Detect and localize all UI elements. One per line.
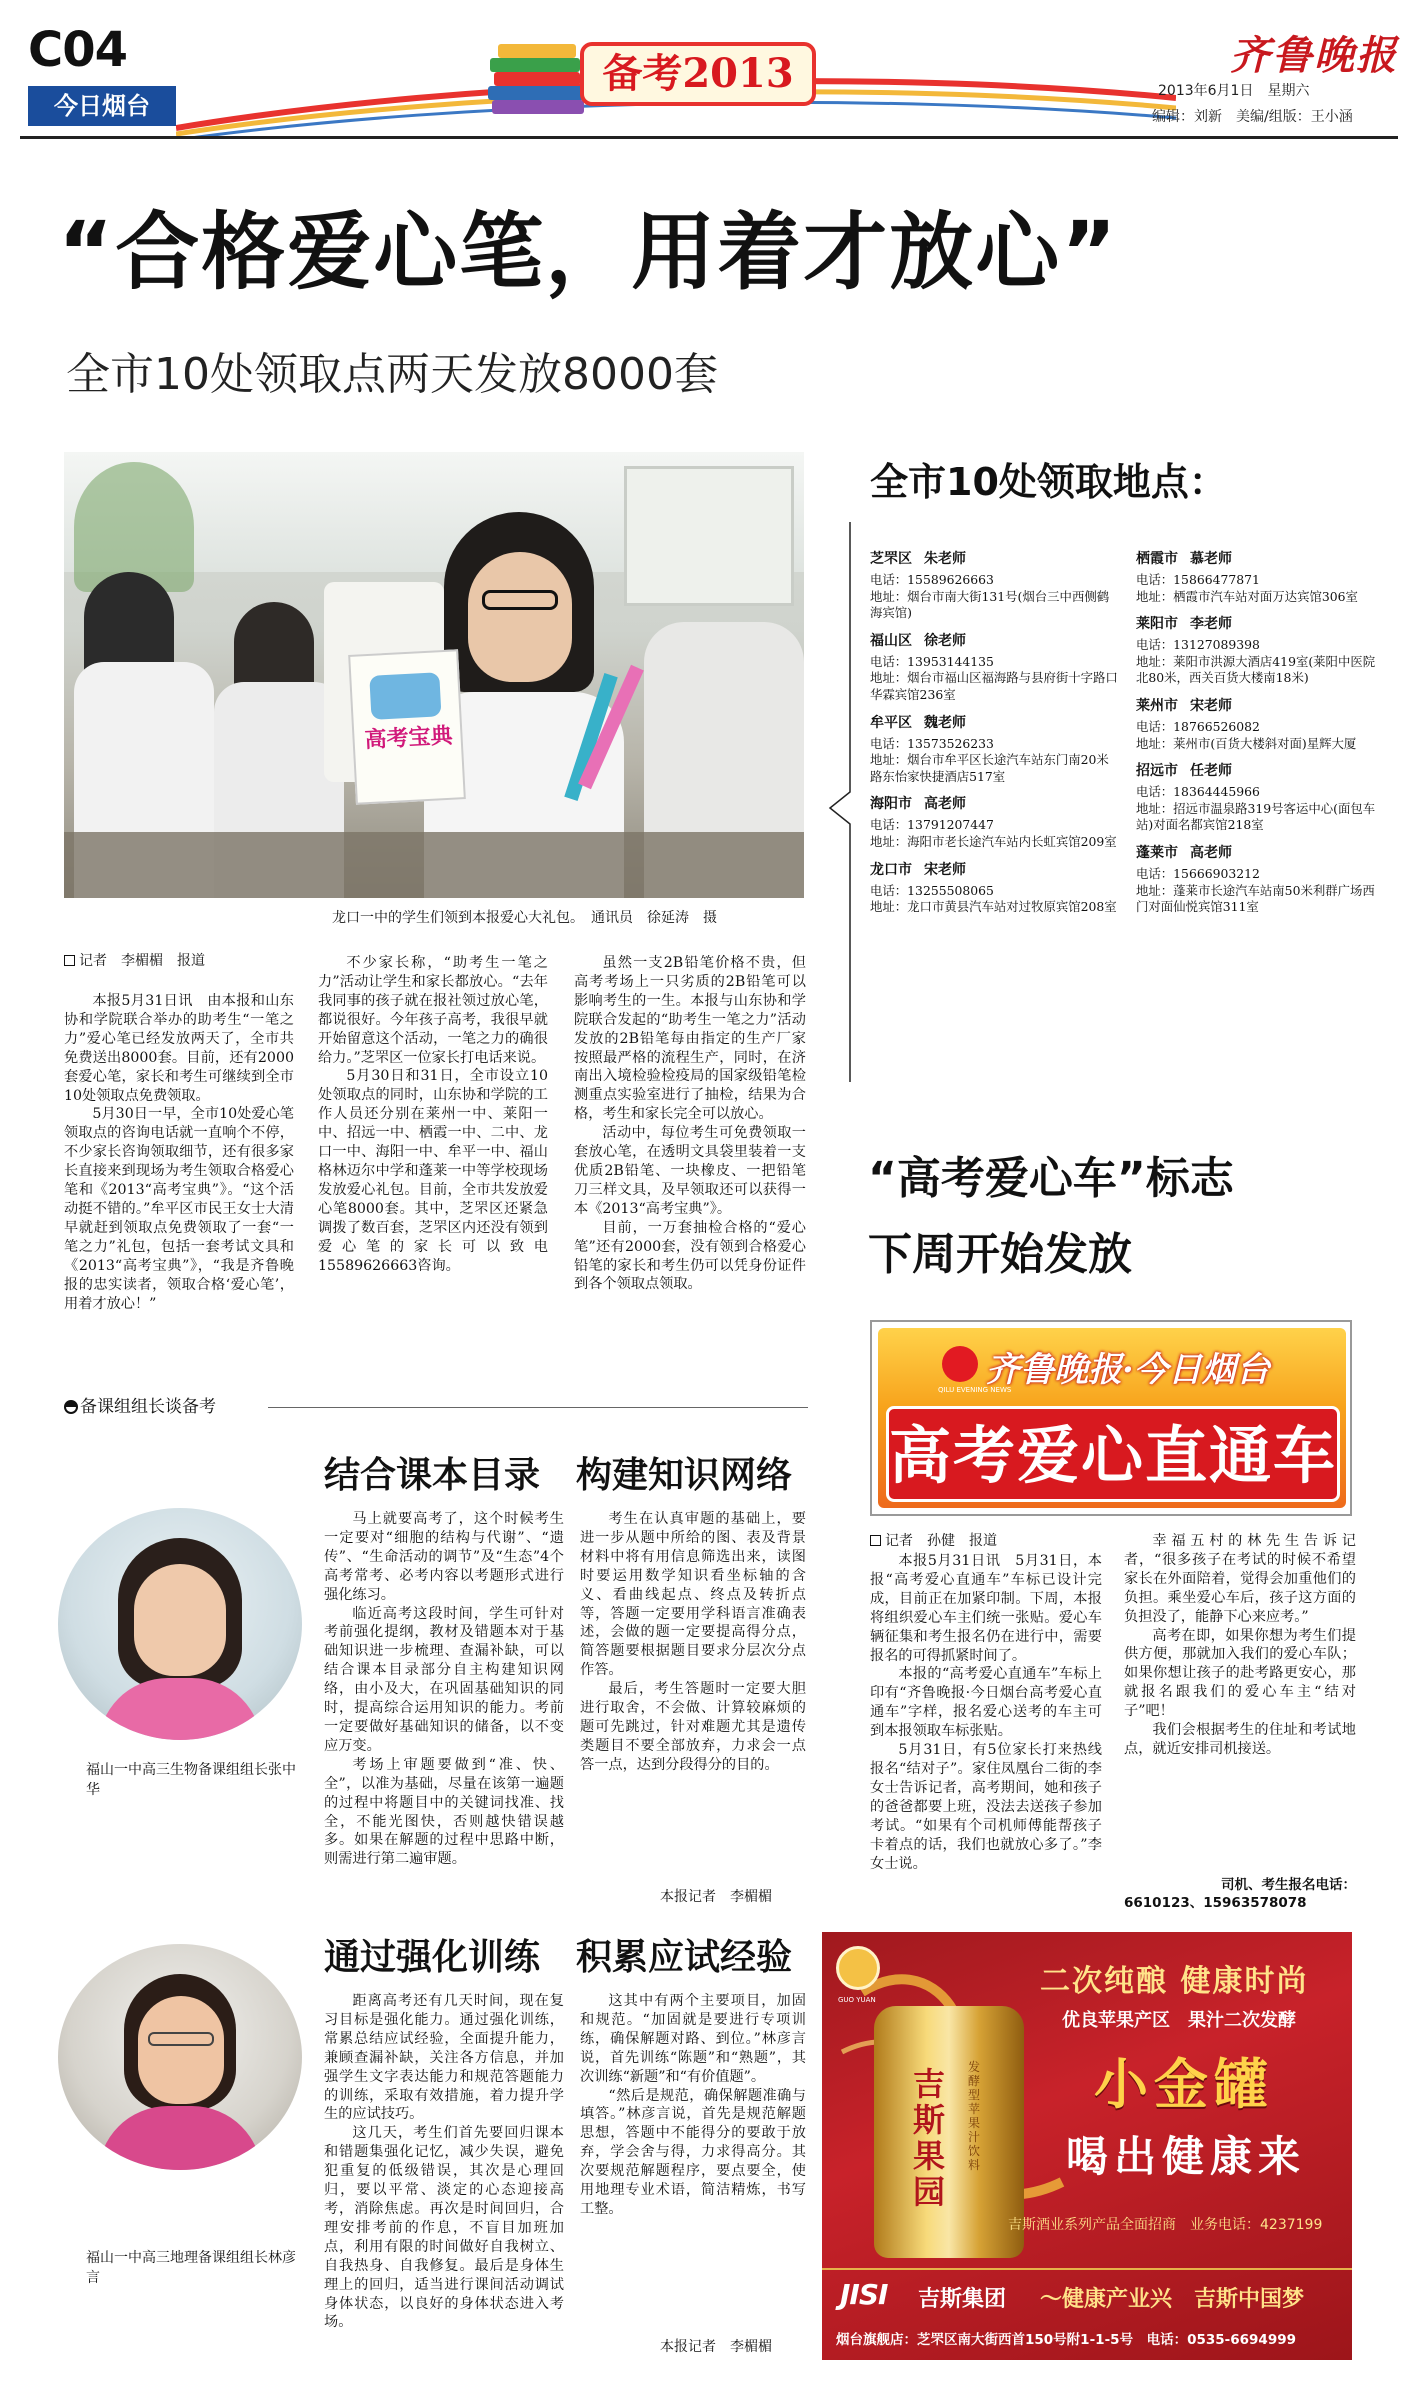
- ad-brand-badge-icon: [836, 1946, 880, 1990]
- point-district: 牟平区: [870, 714, 912, 731]
- point-contact: 魏老师: [924, 714, 966, 731]
- point-item: [1136, 695, 1384, 752]
- point-district: 海阳市: [870, 796, 912, 813]
- car-logo-sub: QILU EVENING NEWS: [938, 1386, 1012, 1394]
- lead-photo: [64, 452, 804, 898]
- point-contact: 高老师: [924, 796, 966, 813]
- car-byline: 记者 孙健 报道: [870, 1532, 997, 1551]
- point-contact: 慕老师: [1190, 551, 1232, 567]
- prep2-column-1: [324, 1992, 564, 2348]
- point-district: 栖霞市: [1136, 551, 1178, 567]
- point-phone-label: 电话：: [870, 653, 908, 669]
- prep1-reporter: 本报记者 李楣楣: [660, 1889, 772, 1905]
- prep1-headline: 结合课本目录 构建知识网络: [324, 1455, 793, 1496]
- point-item: [1136, 842, 1384, 916]
- car-logo-masthead: 齐鲁晚报·今日烟台: [986, 1350, 1270, 1390]
- point-address-label: 地址：: [870, 899, 908, 915]
- lead-paragraph: 5月30日一早，全市10处爱心笔领取点的咨询电话就一直响个不停，不少家长咨询领取细节，还有很多家长直接来到现场为考生领取合格爱心笔和《2013“高考宝典”》。“这个活动挺不错的。”牟平区市民王女士大清早就赶到领取点免费领取了一套“一笔之力”礼包，包括一套考试文具和《2013“高考宝典”》，“我是齐鲁晚报的忠实读者，领取合格‘爱心笔’，用着才放心！”: [64, 1106, 294, 1312]
- point-contact: 任老师: [1190, 763, 1232, 780]
- car-paragraph: 我们会根据考生的住址和考试地点，就近安排司机接送。: [1124, 1722, 1356, 1757]
- lead-subhead: 全市10处领取点两天发放8000套: [66, 349, 718, 400]
- lead-paragraph: 不少家长称，“助考生一笔之力”活动让学生和家长都放心。“去年我同事的孩子就在报社领过放心笔，都说很好。今年孩子高考，我很早就开始留意这个活动，一笔之力的确很给力。”芝罘区一位家长打电话来说。: [318, 955, 548, 1066]
- point-address: 烟台市牟平区长途汽车站东门南20米路东怡家快捷酒店517室: [870, 752, 1109, 784]
- prep2-portrait: [58, 1944, 302, 2170]
- point-phone: 15589626663: [907, 572, 994, 587]
- point-item: [870, 859, 1118, 916]
- point-address: 海阳市老长途汽车站内长虹宾馆209室: [907, 833, 1117, 849]
- point-phone: 18364445966: [1173, 784, 1260, 800]
- point-item: [870, 793, 1118, 850]
- point-item: [870, 548, 1118, 622]
- point-address: 莱州市(百货大楼斜对面)星辉大厦: [1173, 735, 1357, 751]
- point-address-label: 地址：: [870, 588, 908, 604]
- prep2-paragraph: 这几天，考生们首先要回归课本和错题集强化记忆，减少失误，避免犯重复的低级错误，其次是心理回归，要以平常、淡定的心态迎接高考，消除焦虑。再次是时间回归，合理安排考前的作息，不盲目加班加点，利用有限的时间做好自我树立、自我热身、自我修复。最后是身体生理上的回归，适当进行课间活动调试身体状态，以良好的身体状态进入考场。: [324, 2125, 564, 2331]
- advertisement: [822, 1932, 1352, 2360]
- point-address: 莱阳市洪源大酒店419室(莱阳中医院北80米，西关百货大楼南18米): [1136, 653, 1376, 686]
- point-address-label: 地址：: [870, 670, 908, 686]
- point-address: 招远市温泉路319号客运中心(面包车站)对面名都宾馆218室: [1136, 800, 1376, 833]
- car-paragraph: 本报的“高考爱心直通车”车标上印有“齐鲁晚报·今日烟台高考爱心直通车”字样，报名爱心送考的车主可到本报领取车标张贴。: [870, 1666, 1102, 1740]
- prep2-paragraph: 距离高考还有几天时间，现在复习目标是强化能力。通过强化训练，常累总结应试经验，全面提升能力，兼顾查漏补缺，关注各方信息，并加强学生文字表达能力和规范答题能力的训练，采取有效措施，着力提升学生的应试技巧。: [324, 1993, 564, 2123]
- point-address: 栖霞市汽车站对面万达宾馆306室: [1173, 588, 1358, 604]
- prep-column-tag-text: 备课组组长谈备考: [80, 1397, 216, 1417]
- ad-can-image: [874, 2006, 1024, 2258]
- car-column-2: [1124, 1532, 1356, 1892]
- point-item: [1136, 613, 1384, 687]
- prep1-column-2: [580, 1510, 806, 1896]
- point-phone: 18766526082: [1173, 718, 1260, 734]
- car-logo-main: 高考爱心直通车: [886, 1406, 1340, 1502]
- point-contact: 徐老师: [924, 632, 966, 649]
- point-address-label: 地址：: [870, 752, 908, 768]
- lead-photo-book-title: 高考宝典: [363, 723, 454, 754]
- car-headline-1: “高考爱心车”标志: [868, 1153, 1234, 1204]
- prep-rule: [268, 1407, 808, 1408]
- lead-column-3: [574, 954, 806, 1354]
- lead-headline: “合格爱心笔，用着才放心”: [58, 203, 1119, 301]
- point-district: 招远市: [1136, 763, 1178, 780]
- point-phone: 13573526233: [907, 735, 994, 751]
- points-title: 全市10处领取地点：: [870, 460, 1227, 504]
- point-phone-label: 电话：: [1136, 572, 1174, 587]
- point-phone-label: 电话：: [1136, 865, 1174, 881]
- car-paragraph: 高考在即，如果你想为考生们提供方便，那就加入我们的爱心车队；如果你想让孩子的赴考路更安心，那就报名跟我们的爱心车主“结对子”吧！: [1124, 1627, 1356, 1720]
- point-contact: 李老师: [1190, 616, 1232, 633]
- point-address: 龙口市黄县汽车站对过牧原宾馆208室: [907, 899, 1117, 915]
- prep1-paragraph: 最后，考生答题时一定要大胆进行取舍，不会做、计算较麻烦的题可先跳过，针对难题尤其是遗传类题目不要全部放弃，力求会一点答一点，达到分段得分的目的。: [580, 1681, 806, 1773]
- car-paragraph: 本报5月31日讯 5月31日，本报“高考爱心直通车”车标已设计完成，目前正在加紧印制。下周，本报将组织爱心车主们统一张贴。爱心车辆征集和考生报名仍在进行中，需要报名的可得抓紧时间了。: [870, 1553, 1102, 1664]
- prep2-caption: 福山一中高三地理备课组组长林彦言: [86, 2250, 296, 2286]
- point-district: 蓬莱市: [1136, 844, 1178, 861]
- point-phone-label: 电话：: [870, 882, 908, 898]
- point-phone: 13127089398: [1173, 637, 1260, 653]
- point-address-label: 地址：: [1136, 735, 1174, 751]
- page-code: C04: [28, 22, 128, 78]
- points-left-column: [870, 548, 1118, 924]
- point-item: [870, 712, 1118, 786]
- ad-recruit: 吉斯酒业系列产品全面招商 业务电话：4237199: [1008, 2217, 1323, 2233]
- point-district: 莱州市: [1136, 697, 1178, 714]
- point-address-label: 地址：: [1136, 800, 1174, 816]
- prep1-paragraph: 临近高考这段时间，学生可针对考前强化提纲，教材及错题本对于基础知识进一步梳理、查漏补缺，可以结合课本目录部分自主构建知识网络，由小及大，在巩固基础知识的同时，提高综合运用知识的能力。考前一定要做好基础知识的储备，以不变应万变。: [324, 1605, 564, 1754]
- ad-can-top: GUO YUAN: [838, 1996, 876, 2004]
- prep2-paragraph: “然后是规范，确保解题准确与填答。”林彦言说，首先是规范解题思想，答题中不能得分的要敢于放弃，学会舍与得，力求得高分。其次要规范解题程序，要点要全，使用地理专业术语，简洁精炼，书写工整。: [580, 2087, 806, 2217]
- ad-group-slogan: ～健康产业兴 吉斯中国梦: [1040, 2287, 1305, 2312]
- car-hotline-label: 司机、考生报名电话：: [1221, 1877, 1356, 1893]
- lead-byline: 记者 李楣楣 报道: [64, 952, 205, 971]
- point-address-label: 地址：: [1136, 882, 1174, 898]
- ad-can-sub: 发酵型苹果汁饮料: [968, 2060, 981, 2172]
- prep1-paragraph: 考生在认真审题的基础上，要进一步从题中所给的图、表及背景材料中将有用信息筛选出来，读图时要运用数学知识看坐标轴的含义、看曲线起点、终点及转折点等，答题一定要用学科语言准确表述，会做的题一定要提高得分点，简答题要根据题目要求分层次分点作答。: [580, 1511, 806, 1679]
- lead-paragraph: 目前，一万套抽检合格的“爱心笔”还有2000套，没有领到合格爱心铅笔的家长和考生仍可以凭身份证件到各个领取点领取。: [574, 1219, 806, 1293]
- lead-paragraph: 虽然一支2B铅笔价格不贵，但高考考场上一只劣质的2B铅笔可以影响考生的一生。本报与山东协和学院联合发起的“助考生一笔之力”活动发放的2B铅笔每由指定的生产厂家按照最严格的流程生产，同时，在济南出入境检验检疫局的国家级铅笔检测重点实验室进行了抽检，结果为合格，考生和家长完全可以放心。: [574, 955, 806, 1123]
- prep2-paragraph: 这其中有两个主要项目，加固和规范。“加固就是要进行专项训练，确保解题对路、到位。”林彦言说，首先训练“陈题”和“熟题”，其次训练“新题”和“有价值题”。: [580, 1993, 806, 2085]
- point-contact: 朱老师: [924, 551, 966, 567]
- car-logo-emblem-icon: [942, 1346, 978, 1382]
- prep1-column-1: [324, 1510, 564, 1910]
- section-tag: 今日烟台: [28, 86, 176, 126]
- point-phone: 13255508065: [907, 882, 994, 898]
- prep1-paragraph: 考场上审题要做到“准、快、全”，以准为基础，尽量在该第一遍题的过程中将题目中的关键词找准、找全，不能光图快，否则越快错误越多。如果在解题的过程中思路中断，则需进行第二遍审题。: [324, 1756, 564, 1868]
- point-contact: 高老师: [1190, 844, 1232, 861]
- point-address: 烟台市福山区福海路与县府街十字路口华霖宾馆236室: [870, 670, 1118, 702]
- banner-title: 备考2013: [580, 42, 816, 106]
- ad-can-brand: 吉斯果园: [912, 2065, 945, 2211]
- ad-product: 小金罐: [1094, 2053, 1274, 2116]
- ad-slogan-2: 优良苹果产区 果汁二次发酵: [1062, 2010, 1296, 2031]
- ad-tagline: 喝出健康来: [1066, 2132, 1307, 2181]
- point-district: 莱阳市: [1136, 616, 1178, 633]
- lead-paragraph: 本报5月31日讯 由本报和山东协和学院联合举办的助考生“一笔之力”爱心笔已经发放两天了，全市共免费送出8000套。目前，还有2000套爱心笔，家长和考生可继续到全市10处领取点免费领取。: [64, 993, 294, 1104]
- lead-column-1: [64, 992, 294, 1354]
- point-phone: 13791207447: [907, 817, 994, 833]
- car-logo-box: [870, 1320, 1352, 1516]
- lead-photo-caption: 龙口一中的学生们领到本报爱心大礼包。 通讯员 徐延涛 摄: [332, 910, 717, 926]
- column-tag-icon: [64, 1400, 78, 1414]
- car-paragraph: 幸福五村的林先生告诉记者，“很多孩子在考试的时候不希望家长在外面陪着，觉得会加重他们的负担。乘坐爱心车后，孩子这方面的负担没了，能静下心来应考。”: [1124, 1533, 1356, 1625]
- point-phone: 13953144135: [907, 653, 994, 669]
- ad-store: 烟台旗舰店：芝罘区南大街西首150号附1-1-5号 电话：0535-6694999: [836, 2332, 1296, 2348]
- lead-paragraph: 5月30日和31日，全市设立10处领取点的同时，山东协和学院的工作人员还分别在莱州一中、莱阳一中、招远一中、栖霞一中、二中、龙口一中、海阳一中、牟平一中、福山格林迈尔中学和蓬莱一中等学校现场发放爱心礼包。目前，全市共发放爱心笔8000套。其中，芝罘区还紧急调拨了数百套，芝罘区内还没有领到爱心笔的家长可以致电15589626663咨询。: [318, 1068, 548, 1274]
- point-contact: 宋老师: [924, 861, 966, 878]
- header-rule: [20, 136, 1398, 139]
- point-phone-label: 电话：: [1136, 637, 1174, 653]
- point-phone-label: 电话：: [1136, 784, 1174, 800]
- point-item: [1136, 548, 1384, 605]
- point-phone-label: 电话：: [870, 572, 908, 587]
- prep-column-tag: [64, 1396, 216, 1418]
- car-column-1: [870, 1552, 1102, 1924]
- points-right-column: [1136, 548, 1384, 924]
- ad-group-logo: JISI: [840, 2278, 888, 2311]
- lead-column-2: [318, 954, 548, 1354]
- point-district: 龙口市: [870, 861, 912, 878]
- book-stack-icon: [488, 26, 586, 124]
- car-paragraph: 5月31日，有5位家长打来热线报名“结对子”。家住凤凰台二街的李女士告诉记者，高考期间，她和孩子的爸爸都要上班，没法去送孩子参加考试。“如果有个司机师傅能帮孩子卡着点的话，我们也就放心多了。”李女士说。: [870, 1742, 1102, 1872]
- point-item: [870, 630, 1118, 704]
- point-address: 蓬莱市长途汽车站南50米利群广场西门对面仙悦宾馆311室: [1136, 882, 1375, 915]
- prep1-caption: 福山一中高三生物备课组组长张中华: [86, 1762, 296, 1798]
- ad-group-name: 吉斯集团: [918, 2287, 1007, 2312]
- date-line: 2013年6月1日 星期六: [1158, 83, 1310, 99]
- lead-paragraph: 活动中，每位考生可免费领取一套放心笔，在透明文具袋里装着一支优质2B铅笔、一块橡皮、一把铅笔刀三样文具，及早领取还可以获得一本《2013“高考宝典”》。: [574, 1125, 806, 1217]
- point-contact: 宋老师: [1190, 697, 1232, 714]
- prep2-column-2: [580, 1992, 806, 2336]
- point-phone-label: 电话：: [870, 817, 908, 833]
- prep1-portrait: [58, 1508, 302, 1740]
- point-district: 芝罘区: [870, 551, 912, 567]
- point-phone-label: 电话：: [1136, 718, 1174, 734]
- prep2-headline: 通过强化训练 积累应试经验: [324, 1937, 793, 1978]
- point-phone: 15866477871: [1173, 572, 1260, 587]
- car-hotline-numbers: 6610123、15963578078: [1124, 1895, 1307, 1911]
- point-address-label: 地址：: [1136, 653, 1174, 669]
- point-address: 烟台市南大街131号(烟台三中西侧鹤海宾馆): [870, 588, 1110, 621]
- point-phone-label: 电话：: [870, 735, 908, 751]
- point-item: [1136, 760, 1384, 834]
- car-hotline: [1124, 1876, 1356, 1912]
- editor-line: 编辑：刘新 美编/组版：王小涵: [1152, 109, 1353, 125]
- prep2-reporter: 本报记者 李楣楣: [660, 2339, 772, 2355]
- point-district: 福山区: [870, 632, 912, 649]
- masthead-logo: 齐鲁晚报: [1230, 32, 1398, 79]
- ad-slogan-1: 二次纯酿 健康时尚: [1040, 1964, 1309, 1999]
- prep1-paragraph: 马上就要高考了，这个时候考生一定要对“细胞的结构与代谢”、“遗传”、“生命活动的调节”及“生态”4个高考常考、必考内容以考题形式进行强化练习。: [324, 1511, 564, 1603]
- point-address-label: 地址：: [870, 833, 908, 849]
- point-phone: 15666903212: [1173, 865, 1260, 881]
- car-headline-2: 下周开始发放: [868, 1229, 1132, 1280]
- point-address-label: 地址：: [1136, 588, 1174, 604]
